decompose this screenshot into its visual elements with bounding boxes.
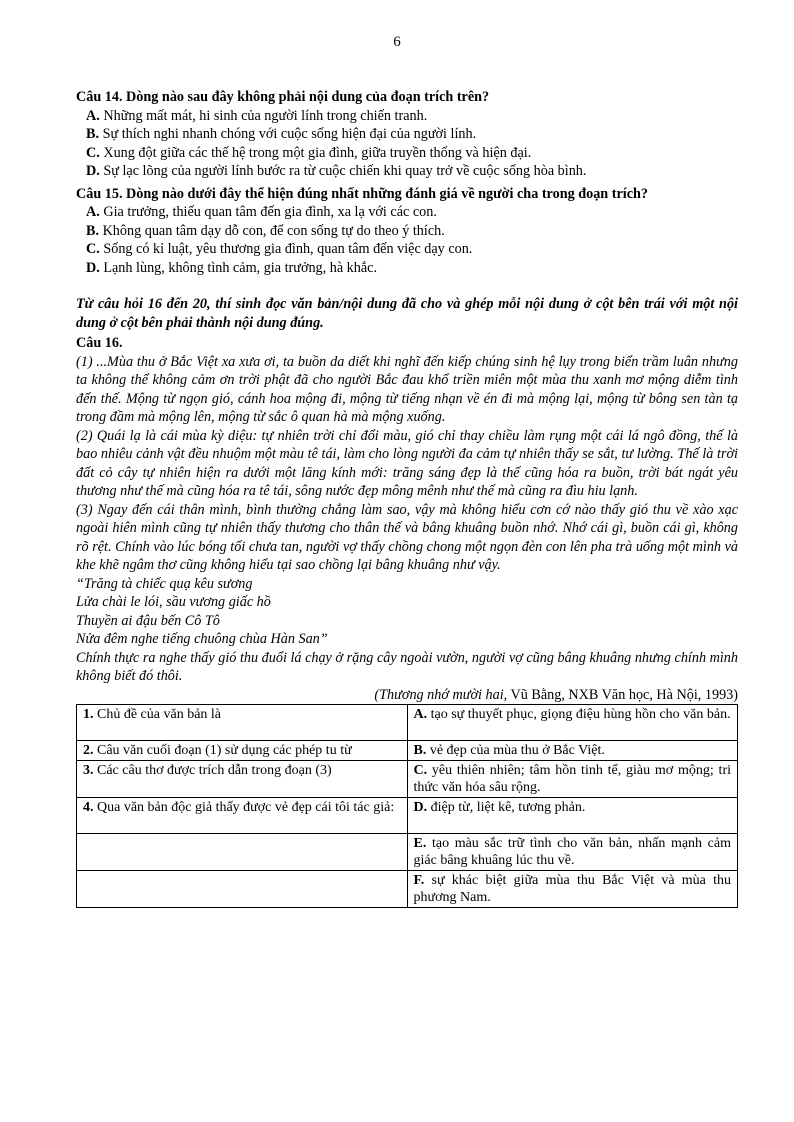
item-text: Chủ đề của văn bản là	[93, 707, 222, 722]
right-item-b	[407, 741, 738, 761]
passage-paragraph-1: (1) ...Mùa thu ở Bắc Việt xa xưa ơi, ta buồn da diết khi nghĩ đến kiếp chúng sinh hệ lụy trong biển trầm luân nhưng ta không thể không cảm ơn trời phật đã cho người Bắc đau khổ triền miên một mùa thu xanh mơ mộng diễm tình đến thế. Mộng từ ngọn gió, cánh hoa mộng đi, mộng từ tiếng nhạn về én đi mà mộng lại, mộng từ bông sen tàn tạ trong đầm mà mộng lên, mộng từ sắc ô quan hà mà mộng xuống.	[76, 353, 738, 425]
option-text: Sống có kỉ luật, yêu thương gia đình, quan tâm đến việc dạy con.	[99, 241, 473, 257]
item-number: 2.	[83, 743, 94, 758]
item-letter: C.	[413, 763, 428, 778]
left-item-4	[77, 798, 408, 834]
table-row	[77, 871, 738, 908]
item-number: 3.	[83, 763, 94, 778]
option-a	[86, 107, 738, 126]
item-text: điệp từ, liệt kê, tương phản.	[427, 800, 586, 815]
option-text: Lạnh lùng, không tình cảm, gia trưởng, hà khắc.	[99, 259, 378, 276]
item-letter: B.	[413, 743, 427, 758]
left-item-3	[77, 761, 408, 798]
option-letter: D.	[86, 163, 100, 179]
item-text: tạo màu sắc trữ tình cho văn bản, nhấn mạnh cảm giác bâng khuâng lúc thu về.	[413, 836, 731, 868]
option-d	[86, 162, 738, 181]
option-a	[86, 203, 738, 222]
item-text: yêu thiên nhiên; tâm hồn tinh tế, giàu mơ mộng; tri thức văn hóa sâu rộng.	[413, 763, 731, 795]
poem-line: Thuyền ai đậu bến Cô Tô	[76, 612, 220, 629]
item-letter: E.	[413, 836, 427, 851]
item-letter: F.	[413, 873, 425, 888]
poem-line: “Trăng tà chiếc quạ kêu sương	[76, 575, 253, 592]
source-title: (Thương nhớ mười hai	[374, 686, 504, 703]
table-row	[77, 834, 738, 871]
option-letter: A.	[86, 107, 100, 124]
option-letter: B.	[86, 222, 100, 239]
question-14-title: Câu 14. Dòng nào sau đây không phải nội dung của đoạn trích trên?	[76, 89, 490, 105]
right-item-f	[407, 871, 738, 908]
option-text: Gia trưởng, thiếu quan tâm đến gia đình, xa lạ với các con.	[99, 204, 437, 220]
item-text: tạo sự thuyết phục, giọng điệu hùng hồn cho văn bản.	[427, 707, 731, 722]
poem-line: Nửa đêm nghe tiếng chuông chùa Hàn San”	[76, 631, 328, 647]
option-letter: B.	[86, 126, 100, 142]
item-text: Qua văn bản độc giả thấy được vẻ đẹp cái tôi tác giả:	[93, 800, 395, 815]
left-item-1	[77, 705, 408, 741]
left-item-2	[77, 741, 408, 761]
page-number: 6	[393, 34, 401, 50]
item-letter: D.	[413, 800, 428, 815]
item-letter: A.	[413, 707, 428, 722]
item-number: 4.	[83, 800, 94, 815]
item-text: Câu văn cuối đoạn (1) sử dụng các phép tu từ	[93, 743, 352, 758]
question-16-title: Câu 16.	[76, 335, 123, 351]
option-c	[86, 144, 738, 163]
question-15-title: Câu 15. Dòng nào dưới đây thể hiện đúng nhất những đánh giá về người cha trong đoạn trích?	[76, 185, 648, 202]
option-c	[86, 240, 738, 259]
option-letter: C.	[86, 144, 100, 161]
passage-paragraph-3: (3) Ngay đến cái thân mình, bình thường chẳng làm sao, vậy mà không hiểu cơn cớ nào thấy gió thu về xào xạc ngoài hiên mình cũng tự nhiên thấy thương cho thân thế và bâng khuâng buồn nhớ. Nhớ cái gì, buồn cái gì, không rõ rệt. Chính vào lúc bóng tối chưa tan, người vợ thấy chồng chong một ngọn đèn con lên pha trà uống một mình và khe khẽ ngâm thơ cũng không hiểu tại sao chồng lại bâng khuâng như vậy.	[76, 501, 738, 573]
option-text: Sự lạc lõng của người lính bước ra từ cuộc chiến khi quay trở về cuộc sống hòa bình.	[99, 163, 587, 179]
poem-line: Lửa chài le lói, sầu vương giấc hồ	[76, 594, 271, 610]
item-text: Các câu thơ được trích dẫn trong đoạn (3)	[93, 763, 332, 778]
question-15-options	[86, 203, 738, 277]
right-item-d	[407, 798, 738, 834]
option-text: Không quan tâm dạy dỗ con, để con sống tự do theo ý thích.	[99, 222, 445, 239]
item-number: 1.	[83, 707, 94, 722]
option-letter: C.	[86, 241, 100, 257]
option-text: Những mất mát, hi sinh của người lính trong chiến tranh.	[99, 107, 428, 124]
passage-paragraph-2: (2) Quái lạ là cái mùa kỳ diệu: tự nhiên trời chỉ đổi màu, gió chỉ thay chiều làm rụng một cái lá ngô đồng, thế là bao nhiêu cảnh vật đều nhuộm một màu tê tái, làm cho lòng người đa cảm tự nhiên thấy se sắt, tư lường. Thế là trời đất cỏ cây tự nhiên hiện ra dưới một lăng kính mới: trăng sáng đẹp là thế cũng hóa ra buồn, trời bát ngát yêu thương như thế mà cũng hóa ra tê tái, sông nước đẹp mông mênh như thế mà cũng ra đìu hiu lạnh.	[76, 427, 738, 499]
right-item-e	[407, 834, 738, 871]
option-letter: A.	[86, 204, 100, 220]
item-text: sự khác biệt giữa mùa thu Bắc Việt và mùa thu phương Nam.	[413, 873, 731, 905]
right-item-c	[407, 761, 738, 798]
section-instruction: Từ câu hỏi 16 đến 20, thí sinh đọc văn bản/nội dung đã cho và ghép mỗi nội dung ở cột bên trái với một nội dung ở cột bên phải thành nội dung đúng.	[76, 296, 738, 331]
option-d	[86, 259, 738, 278]
item-text: vẻ đẹp của mùa thu ở Bắc Việt.	[426, 743, 605, 758]
table-row	[77, 705, 738, 741]
table-row	[77, 798, 738, 834]
passage-closing: Chính thực ra nghe thấy gió thu đuổi lá chạy ở rặng cây ngoài vườn, người vợ cũng bâng khuâng nhưng chính mình không biết đó thôi.	[76, 649, 738, 684]
table-row	[77, 741, 738, 761]
question-14-options	[86, 107, 738, 181]
option-text: Xung đột giữa các thế hệ trong một gia đình, giữa truyền thống và hiện đại.	[99, 144, 532, 161]
right-item-a	[407, 705, 738, 741]
table-row	[77, 761, 738, 798]
source-details: , Vũ Bằng, NXB Văn học, Hà Nội, 1993)	[503, 686, 738, 703]
document-body	[76, 88, 738, 908]
option-text: Sự thích nghi nhanh chóng với cuộc sống hiện đại của người lính.	[99, 126, 477, 142]
passage-source	[76, 686, 738, 705]
left-item-empty	[77, 834, 408, 871]
option-b	[86, 222, 738, 241]
matching-table	[76, 704, 738, 908]
option-letter: D.	[86, 259, 100, 276]
option-b	[86, 125, 738, 144]
left-item-empty	[77, 871, 408, 908]
